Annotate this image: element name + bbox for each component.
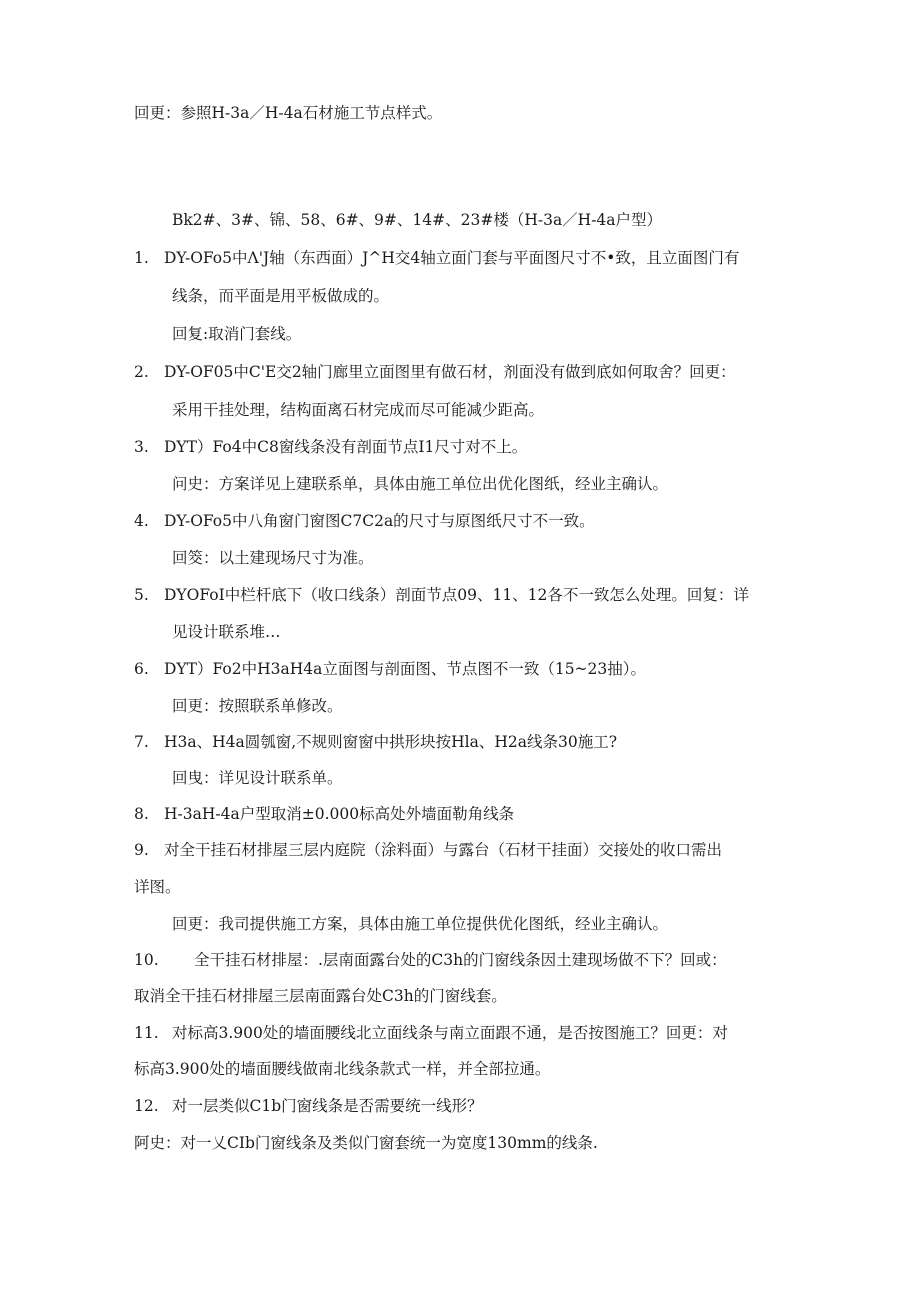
item-number: 3.: [134, 438, 149, 456]
list-item-2: [134, 362, 736, 382]
item-1-continuation: 线条，而平面是用平板做成的。: [172, 287, 390, 305]
list-item-8: [134, 804, 514, 824]
item-4-reply: 回筊：以土建现场尺寸为准。: [172, 549, 374, 567]
item-text: 对标高3.900处的墙面腰线北立面线条与南立面跟不通，是否按图施工？回更：对: [172, 1024, 728, 1042]
list-item-11: [134, 1023, 728, 1043]
item-number: 7.: [134, 733, 149, 751]
list-item-7: [134, 732, 617, 752]
list-item-1: [134, 248, 739, 268]
item-text: 对全干挂石材排屋三层内庭院（涂料面）与露台（石材干挂面）交接处的收口需出: [164, 841, 723, 859]
list-item-12: [134, 1096, 483, 1116]
list-item-9: [134, 840, 722, 860]
item-text: DYT）Fo4中C8窗线条没有剖面节点I1尺寸对不上。: [164, 438, 528, 456]
item-number: 2.: [134, 363, 149, 381]
item-5-continuation: 见设计联系堆…: [172, 623, 281, 641]
item-9-reply: 回更：我司提供施工方案，具体由施工单位提供优化图纸，经业主确认。: [172, 915, 669, 933]
item-text: 对一层类似C1b门窗线条是否需要统一线形？: [172, 1097, 483, 1115]
item-text: DY-OF05中C'E交2轴门廊里立面图里有做石材，剂面没有做到底如何取舍？回更：: [164, 363, 736, 381]
item-number: 6.: [134, 660, 149, 678]
item-number: 11.: [134, 1024, 159, 1042]
item-10-continuation: 取消全干挂石材排屋三层南面露台处C3h的门窗线套。: [134, 987, 507, 1005]
list-item-5: [134, 585, 749, 605]
item-11-continuation: 标高3.900处的墙面腰线做南北线条款式一样，并全部拉通。: [134, 1060, 551, 1078]
item-text: 全干挂石材排屋：.层南面露台处的C3h的门窗线条因土建现场做不下？回或：: [194, 951, 727, 969]
item-number: 12.: [134, 1097, 159, 1115]
intro-reply: 回更：参照H-3a／H-4a石材施工节点样式。: [134, 104, 443, 122]
list-item-10: [134, 950, 727, 970]
section-title: Bk2#、3#、锦、58、6#、9#、14#、23#楼（H-3a／H-4a户型）: [172, 211, 663, 229]
item-number: 4.: [134, 512, 149, 530]
item-text: DYT）Fo2中H3aH4a立面图与剖面图、节点图不一致（15~23抽）。: [164, 660, 647, 678]
item-number: 8.: [134, 805, 149, 823]
item-1-reply: 回复:取消门套线。: [172, 325, 302, 343]
item-7-reply: 回曳：详见设计联系单。: [172, 769, 343, 787]
item-text: DY-OFo5中Λ'J轴（东西面）J^H交4轴立面门套与平面图尺寸不•致，且立面图门有: [164, 249, 740, 267]
item-2-continuation: 采用干挂处理，结构面离石材完成而尽可能减少距高。: [172, 401, 545, 419]
item-text: H3a、H4a圆瓠窗,不规则窗窗中拱形块按Hla、H2a线条30施工?: [164, 733, 618, 751]
item-9-continuation: 详图。: [134, 878, 181, 896]
item-text: DY-OFo5中八角窗门窗图C7C2a的尺寸与原图纸尺寸不一致。: [164, 512, 595, 530]
item-6-reply: 回更：按照联系单修改。: [172, 697, 343, 715]
item-number: 1.: [134, 249, 149, 267]
list-item-3: [134, 437, 527, 457]
item-12-reply: 阿史：对一乂CIb门窗线条及类似门窗套统一为宽度130mm的线条.: [134, 1134, 598, 1152]
list-item-6: [134, 659, 646, 679]
item-number: 10.: [134, 951, 159, 969]
item-text: H-3aH-4a户型取消±0.000标高处外墙面勒角线条: [164, 805, 515, 823]
list-item-4: [134, 511, 595, 531]
item-3-reply: 问史：方案详见上建联系单，具体由施工单位出优化图纸，经业主确认。: [172, 475, 669, 493]
item-number: 5.: [134, 586, 149, 604]
item-text: DYOFoI中栏杆底下（收口线条）剖面节点09、11、12各不一致怎么处理。回复：详: [164, 586, 749, 604]
item-number: 9.: [134, 841, 149, 859]
